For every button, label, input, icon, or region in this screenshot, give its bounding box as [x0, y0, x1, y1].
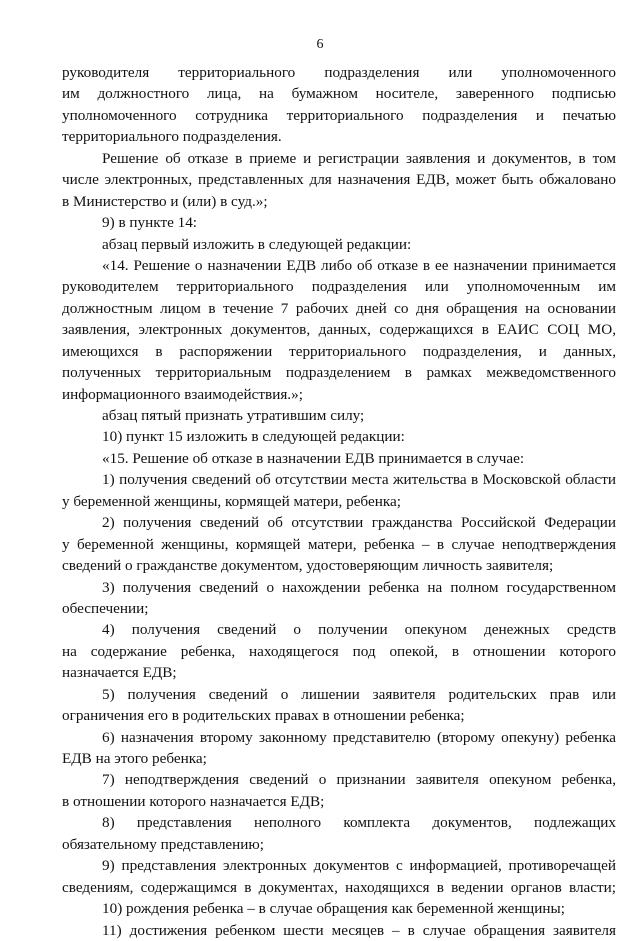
text-line: обеспечении; [62, 599, 149, 617]
text-line: информационного взаимодействия.»; [62, 385, 303, 403]
text-line: «14. Решение о назначении ЕДВ либо об отказе в ее назначении принимается [102, 256, 616, 274]
text-line: ЕДВ на этого ребенка; [62, 750, 207, 767]
document-body [62, 62, 616, 941]
text-line: абзац пятый признать утратившим силу; [102, 407, 365, 424]
page-number: 6 [316, 37, 324, 52]
text-line: руководителя территориального подразделения или уполномоченного [62, 64, 616, 81]
text-line: уполномоченного сотрудника территориального подразделения и печатью [62, 106, 616, 124]
text-line: ограничения его в родительских правах в отношении ребенка; [62, 707, 465, 725]
text-line: в Министерство и (или) в суд.»; [62, 192, 268, 210]
text-line: заявления, электронных документов, данных, содержащихся в ЕАИС СОЦ МО, [62, 321, 616, 339]
text-line: им должностного лица, на бумажном носителе, заверенного подписью [62, 85, 616, 103]
text-line: полученных территориальным подразделением в рамках межведомственного [62, 364, 616, 382]
text-line: 7) неподтверждения сведений о признании заявителя опекуном ребенка, [102, 771, 616, 789]
text-line: 2) получения сведений об отсутствии гражданства Российской Федерации [102, 514, 616, 532]
text-line: сведений о гражданстве документом, удостоверяющим личность заявителя; [62, 557, 554, 575]
text-line: 9) в пункте 14: [102, 214, 198, 232]
text-line: территориального подразделения. [62, 128, 282, 146]
text-line: 10) пункт 15 изложить в следующей редакции: [102, 428, 405, 446]
text-line: сведениям, содержащимся в документах, находящихся в ведении органов власти; [62, 878, 616, 896]
text-line: 11) достижения ребенком шести месяцев – в случае обращения заявителя [102, 921, 616, 939]
text-line: 8) представления неполного комплекта документов, подлежащих [102, 814, 616, 832]
text-line: числе электронных, представленных для назначения ЕДВ, может быть обжаловано [62, 171, 616, 189]
text-line: Решение об отказе в приеме и регистрации заявления и документов, в том [102, 149, 616, 167]
text-line: обязательному представлению; [62, 835, 264, 853]
text-line: абзац первый изложить в следующей редакции: [102, 235, 412, 253]
text-line: 9) представления электронных документов с информацией, противоречащей [102, 857, 616, 875]
text-line: «15. Решение об отказе в назначении ЕДВ принимается в случае: [102, 449, 525, 467]
text-line: 3) получения сведений о нахождении ребенка на полном государственном [102, 578, 616, 596]
text-line: в отношении которого назначается ЕДВ; [62, 792, 325, 810]
text-line: на содержание ребенка, находящегося под опекой, в отношении которого [62, 642, 616, 660]
text-line: 1) получения сведений об отсутствии места жительства в Московской области [102, 471, 616, 489]
text-line: должностным лицом в течение 7 рабочих дней со дня обращения на основании [62, 299, 616, 317]
text-line: 5) получения сведений о лишении заявителя родительских прав или [102, 685, 616, 703]
text-line: у беременной женщины, кормящей матери, ребенка – в случае неподтверждения [62, 535, 616, 553]
text-line: у беременной женщины, кормящей матери, ребенка; [62, 492, 401, 510]
text-line: 4) получения сведений о получении опекуном денежных средств [102, 621, 616, 639]
text-line: 6) назначения второму законному представителю (второму опекуну) ребенка [102, 728, 616, 746]
text-line: руководителем территориального подразделения или уполномоченным им [62, 278, 616, 296]
text-line: имеющихся в распоряжении территориального подразделения, и данных, [62, 342, 616, 360]
text-line: 10) рождения ребенка – в случае обращения как беременной женщины; [102, 900, 565, 918]
text-line: назначается ЕДВ; [62, 664, 177, 682]
